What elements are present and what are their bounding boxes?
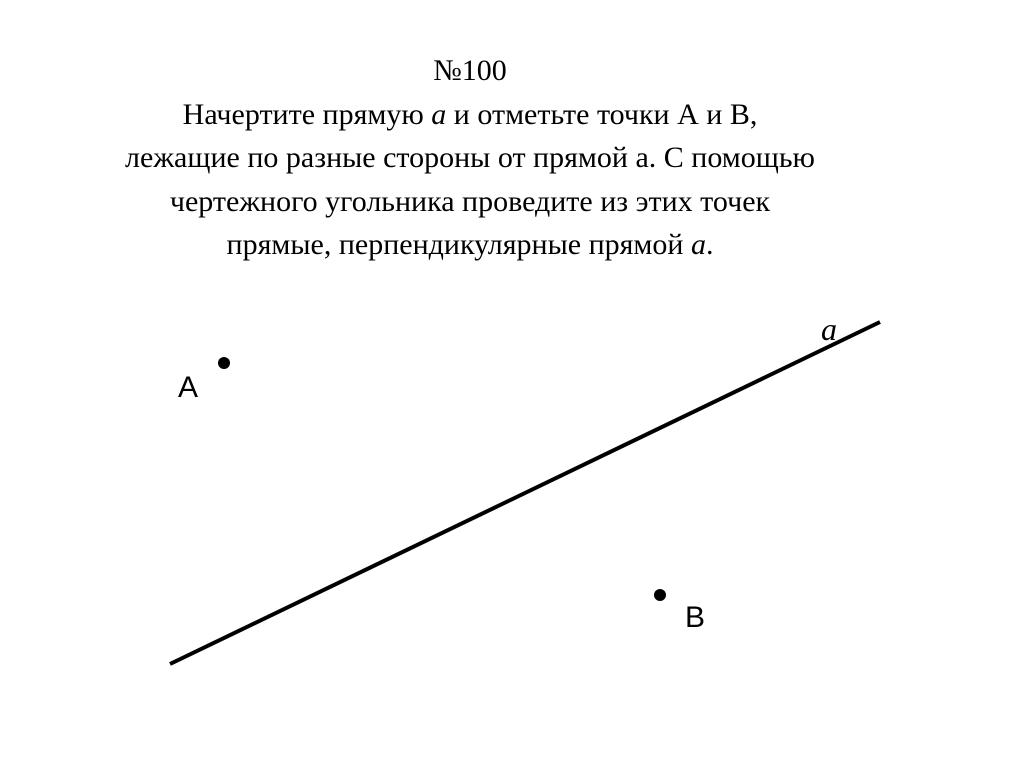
point-a-label: А (178, 371, 199, 404)
line-a-label: a (821, 311, 837, 347)
task-line-4-end: . (705, 228, 714, 261)
task-line-4-variable: а (690, 228, 706, 261)
line-a (170, 322, 880, 664)
task-line-1-end: и отметьте точки А и В, (446, 97, 758, 131)
point-a-dot (218, 357, 230, 369)
task-number: №100 (433, 54, 507, 87)
task-line-1-variable: а (431, 97, 447, 131)
task-line-4-start: прямые, перпендикулярные прямой (226, 228, 691, 261)
task-line-1-start: Начертите прямую (182, 97, 432, 131)
point-b-label: В (685, 601, 706, 634)
task-line-2: лежащие по разные стороны от прямой а. С помощью (125, 141, 815, 174)
point-b-dot (654, 589, 666, 601)
task-line-3: чертежного угольника проведите из этих точек (169, 184, 771, 218)
